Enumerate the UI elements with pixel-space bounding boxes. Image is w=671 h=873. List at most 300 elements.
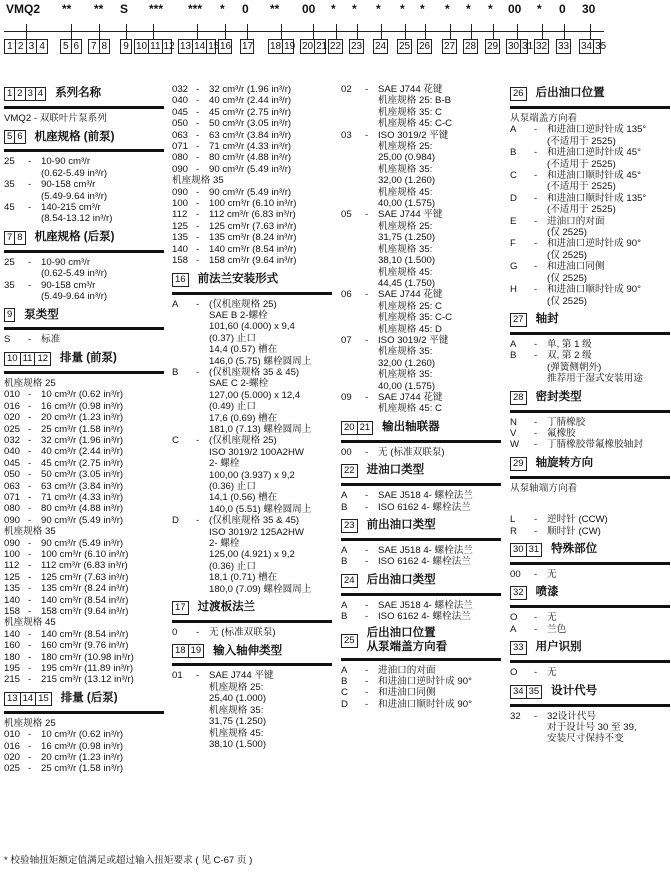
option-row — [510, 428, 670, 439]
option-code: 25 — [4, 256, 15, 268]
option-description: SAE J744 花键 机座规格 45: C — [378, 391, 443, 415]
dash: - — [28, 729, 32, 741]
dash: - — [28, 389, 32, 401]
option-row — [510, 612, 670, 623]
option-code: O — [510, 612, 518, 624]
option-row — [4, 515, 164, 526]
option-section — [510, 583, 670, 635]
option-description: 50 cm³/r (3.05 in³/r) — [209, 118, 292, 130]
option-row — [341, 676, 501, 687]
position-box — [240, 39, 254, 54]
option-description: ISO 6162 4- 螺栓法兰 — [378, 611, 471, 623]
option-section — [510, 454, 670, 537]
option-description: 90 cm³/r (5.49 in³/r) — [209, 186, 292, 198]
option-description: 和进油口逆时针成 90° (仅 2525) — [547, 238, 641, 261]
option-description: 63 cm³/r (3.84 in³/r) — [209, 129, 292, 141]
position-number-box — [510, 543, 542, 557]
option-code: 215 — [4, 674, 21, 686]
option-code: 112 — [4, 560, 20, 572]
option-code: 03 — [341, 129, 352, 141]
position-number: 24 — [375, 41, 387, 52]
section-rule — [4, 106, 164, 109]
position-number-box — [510, 87, 527, 101]
option-code: B — [172, 366, 179, 378]
option-row — [172, 255, 332, 266]
option-description: 90 cm³/r (5.49 in³/r) — [209, 163, 292, 175]
option-code: V — [510, 427, 517, 439]
dash: - — [196, 186, 200, 198]
dash: - — [365, 490, 369, 502]
dash: - — [28, 628, 32, 640]
position-number-box — [172, 273, 189, 287]
section-rule — [510, 106, 670, 109]
option-description: 90 cm³/r (5.49 in³/r) — [41, 514, 124, 526]
dash: - — [534, 170, 538, 182]
option-row — [172, 84, 332, 95]
position-box — [60, 39, 82, 54]
option-code: S — [4, 334, 11, 346]
section-title: 喷漆 — [535, 586, 559, 599]
option-code: 45 — [4, 202, 15, 214]
dash: - — [28, 651, 32, 663]
dash: - — [534, 525, 538, 537]
option-code: 05 — [341, 209, 352, 221]
option-row — [4, 179, 164, 202]
code-token: * — [488, 2, 493, 16]
dash: - — [28, 202, 32, 214]
option-description: 135 cm³/r (8.24 in³/r) — [209, 232, 297, 244]
dash: - — [365, 698, 369, 710]
plain-text: 从泵轴端方向看 — [510, 482, 578, 494]
option-row — [4, 583, 164, 594]
option-description: 32 cm³/r (1.96 in³/r) — [41, 434, 124, 446]
position-number: 35 — [528, 685, 540, 697]
position-box — [556, 39, 571, 54]
option-row — [4, 549, 164, 560]
dash: - — [196, 106, 200, 118]
option-description: 40 cm³/r (2.44 in³/r) — [41, 446, 124, 458]
dash: - — [534, 710, 538, 722]
position-number: 3 — [26, 88, 36, 100]
option-code: 063 — [172, 129, 189, 141]
option-row — [510, 526, 670, 537]
option-description: 和进油口顺时针成 135° (不适用于 2525) — [547, 192, 647, 216]
section-header — [4, 349, 164, 369]
option-row — [4, 663, 164, 674]
code-token: * — [352, 2, 357, 16]
dash: - — [28, 514, 32, 526]
option-row — [4, 741, 164, 752]
option-description: SAE J518 4- 螺栓法兰 — [378, 545, 473, 556]
position-number: 18 — [173, 645, 189, 657]
position-box — [300, 39, 326, 54]
position-number: 13 — [5, 693, 21, 705]
dash: - — [28, 156, 32, 168]
section-title: 设计代号 — [551, 684, 598, 697]
code-token: 30 — [582, 2, 596, 16]
option-description: 158 cm³/r (9.64 in³/r) — [209, 255, 297, 267]
option-section — [341, 461, 501, 513]
option-code: D — [172, 515, 179, 527]
dash: - — [196, 670, 200, 682]
position-number-box — [341, 519, 358, 533]
option-description: 标准 — [41, 334, 61, 346]
option-code: 00 — [341, 446, 352, 458]
option-description: 112 cm³/r (6.83 in³/r) — [41, 560, 128, 572]
dash: - — [365, 391, 369, 403]
option-description: 双, 第 2 级 (弹簧侧朝外) 推荐用于湿式安装用途 — [547, 350, 643, 385]
option-row — [172, 198, 332, 209]
option-description: 215 cm³/r (13.12 in³/r) — [41, 674, 134, 686]
section-header — [510, 540, 670, 560]
dash: - — [196, 118, 200, 130]
spacer — [510, 494, 670, 514]
section-rule — [510, 476, 670, 479]
model-code-row — [4, 2, 668, 20]
dash: - — [28, 663, 32, 675]
option-description: 50 cm³/r (3.05 in³/r) — [41, 469, 124, 481]
option-row — [4, 674, 164, 685]
option-code: 016 — [4, 740, 21, 752]
option-section — [172, 598, 332, 638]
position-number: 2 — [16, 40, 27, 53]
section-header — [341, 626, 501, 656]
code-token: *** — [188, 2, 203, 16]
position-number-box — [4, 130, 26, 144]
code-token: *** — [149, 2, 164, 16]
code-token: ** — [270, 2, 280, 16]
position-number-box — [341, 421, 373, 435]
option-description: 10 cm³/r (0.62 in³/r) — [41, 729, 124, 741]
code-token: * — [420, 2, 425, 16]
option-code: N — [510, 416, 517, 428]
code-token: 0 — [242, 2, 249, 16]
option-row — [341, 447, 501, 458]
option-row — [341, 502, 501, 513]
option-row — [341, 84, 501, 130]
section-header — [172, 598, 332, 618]
option-row — [172, 164, 332, 175]
dash: - — [28, 548, 32, 560]
option-row — [510, 284, 670, 307]
position-number: 26 — [419, 41, 431, 52]
position-number-box — [341, 574, 358, 588]
connector-baseline — [4, 31, 604, 32]
code-token: * — [445, 2, 450, 16]
option-description: 20 cm³/r (1.23 in³/r) — [41, 752, 124, 764]
dash: - — [365, 446, 369, 458]
option-row — [341, 699, 501, 710]
option-section — [510, 310, 670, 385]
option-row — [4, 389, 164, 400]
option-row — [4, 469, 164, 480]
position-number: 20 — [342, 422, 358, 434]
option-row — [341, 392, 501, 415]
option-description: 90-158 cm³/r (5.49-9.64 in³/r) — [41, 179, 108, 202]
position-box — [328, 39, 343, 54]
option-row — [172, 299, 332, 367]
option-row — [341, 687, 501, 698]
position-number-box — [4, 231, 26, 245]
dash: - — [534, 261, 538, 273]
section-header — [341, 571, 501, 591]
position-number: 19 — [284, 41, 296, 52]
position-number: 16 — [175, 273, 186, 285]
section-header — [4, 305, 164, 325]
option-row — [4, 729, 164, 740]
position-number-box — [510, 313, 527, 327]
dash: - — [365, 611, 369, 623]
position-box — [442, 39, 457, 54]
option-row — [4, 435, 164, 446]
option-description: 顺时针 (CW) — [547, 525, 601, 537]
option-description: 45 cm³/r (2.75 in³/r) — [41, 457, 124, 469]
option-row — [172, 141, 332, 152]
option-row — [4, 481, 164, 492]
option-description: 112 cm³/r (6.83 in³/r) — [209, 209, 296, 221]
section-header — [172, 270, 332, 290]
option-row — [510, 238, 670, 261]
position-box — [463, 39, 478, 54]
option-row — [4, 492, 164, 503]
footnote: * 校验轴扭矩额定值满足或超过输入扭矩要求 ( 见 C-67 页 ) — [4, 855, 253, 866]
section-header — [172, 641, 332, 661]
position-number-box — [341, 464, 358, 478]
option-code: A — [510, 623, 517, 635]
option-description: 兰色 — [547, 623, 567, 635]
option-code: 032 — [172, 84, 189, 95]
position-number: 35 — [595, 41, 607, 52]
option-row — [172, 367, 332, 435]
option-description: SAE J744 花键 机座规格 25: C 机座规格 35: C-C 机座规格 45: D — [378, 289, 453, 335]
section-title: 轴旋转方向 — [535, 456, 594, 469]
option-code: A — [510, 124, 517, 136]
dash: - — [28, 434, 32, 446]
option-row — [4, 652, 164, 663]
option-description: 32设计代号 对于设计号 30 至 39, 安装尺寸保持不变 — [547, 710, 637, 745]
option-description: 71 cm³/r (4.33 in³/r) — [41, 491, 124, 503]
option-row — [510, 170, 670, 193]
option-code: 195 — [4, 663, 21, 675]
position-number-box — [510, 586, 527, 600]
dash: - — [365, 556, 369, 568]
option-description: 40 cm³/r (2.44 in³/r) — [209, 95, 292, 107]
section-title: 密封类型 — [535, 390, 582, 403]
option-row — [172, 130, 332, 141]
column-1 — [4, 84, 164, 778]
position-number-box — [510, 391, 527, 405]
option-section — [4, 689, 164, 775]
dash: - — [196, 209, 200, 221]
position-number: 29 — [487, 41, 499, 52]
code-token: * — [220, 2, 225, 16]
option-row — [4, 412, 164, 423]
section-title: 后出油口位置 从泵端盖方向看 — [366, 626, 448, 653]
option-row — [510, 193, 670, 216]
option-code: A — [341, 545, 348, 556]
option-row — [341, 556, 501, 567]
position-number-box — [172, 601, 189, 615]
dash: - — [28, 583, 32, 595]
code-token: 00 — [302, 2, 316, 16]
section-rule — [510, 605, 670, 608]
option-section — [341, 571, 501, 623]
option-description: 80 cm³/r (4.88 in³/r) — [209, 152, 292, 164]
code-token: * — [537, 2, 542, 16]
dash: - — [28, 674, 32, 686]
column-2 — [172, 84, 332, 753]
section-header — [510, 310, 670, 330]
dash: - — [28, 446, 32, 458]
dash: - — [196, 163, 200, 175]
position-number: 29 — [513, 457, 524, 469]
position-number: 10 — [5, 353, 21, 365]
position-number: 6 — [73, 41, 80, 52]
option-row — [510, 124, 670, 147]
option-description: 氟橡胶 — [547, 427, 576, 439]
option-code: 020 — [4, 412, 21, 424]
position-number-box — [4, 87, 46, 101]
position-box — [4, 39, 48, 54]
option-code: 090 — [172, 186, 189, 198]
option-description: 进油口的对面 (仅 2525) — [547, 215, 605, 239]
code-token: * — [400, 2, 405, 16]
option-description: 10 cm³/r (0.62 in³/r) — [41, 389, 124, 401]
option-row — [172, 232, 332, 243]
code-token: * — [331, 2, 336, 16]
section-header — [341, 516, 501, 536]
dash: - — [534, 427, 538, 439]
option-code: G — [510, 261, 518, 273]
position-number: 30 — [508, 41, 520, 52]
dash: - — [196, 515, 200, 527]
option-row — [172, 435, 332, 515]
option-row — [510, 147, 670, 170]
position-box — [534, 39, 549, 54]
option-section — [341, 516, 501, 568]
dash: - — [196, 152, 200, 164]
option-section — [510, 84, 670, 307]
option-row — [4, 424, 164, 435]
option-description: 135 cm³/r (8.24 in³/r) — [41, 583, 129, 595]
position-box — [485, 39, 500, 54]
position-number: 22 — [330, 41, 342, 52]
section-title: 特殊部位 — [551, 543, 598, 556]
option-code: 063 — [4, 480, 21, 492]
dash: - — [534, 612, 538, 624]
option-description: 16 cm³/r (0.98 in³/r) — [41, 400, 124, 412]
position-number: 32 — [513, 587, 524, 599]
option-description: 140 cm³/r (8.54 in³/r) — [209, 243, 297, 255]
section-rule — [341, 593, 501, 596]
option-row — [510, 711, 670, 745]
plain-text: 从泵端盖方向看 — [510, 113, 578, 124]
option-description: 单, 第 1 级 — [547, 338, 592, 350]
option-code: H — [510, 284, 517, 296]
position-number: 14 — [21, 693, 37, 705]
section-rule — [510, 332, 670, 335]
dash: - — [365, 501, 369, 513]
option-description: 和进油口逆时针成 135° (不适用于 2525) — [547, 124, 647, 147]
option-row — [510, 439, 670, 450]
option-row — [4, 595, 164, 606]
position-number: 21 — [359, 421, 371, 433]
option-code: A — [341, 490, 348, 502]
section-title: 前出油口类型 — [366, 519, 436, 532]
section-rule — [172, 292, 332, 295]
position-number: 24 — [344, 574, 355, 586]
code-token: * — [466, 2, 471, 16]
option-description: 160 cm³/r (9.76 in³/r) — [41, 640, 129, 652]
position-number: 1 — [5, 88, 15, 100]
option-code: 0 — [172, 627, 178, 639]
option-code: 010 — [4, 389, 21, 401]
option-description: SAE J518 4- 螺栓法兰 — [378, 599, 473, 611]
option-code: C — [172, 435, 179, 447]
option-code: 125 — [172, 220, 189, 232]
option-section — [4, 305, 164, 345]
section-title: 机座规格 (前泵) — [34, 130, 115, 143]
dash: - — [365, 676, 369, 688]
dash: - — [196, 255, 200, 267]
section-title: 过渡板法兰 — [197, 601, 256, 614]
option-code: 010 — [4, 729, 21, 741]
option-code: C — [510, 170, 517, 182]
option-row — [172, 107, 332, 118]
position-box — [579, 39, 607, 54]
option-section — [341, 84, 501, 415]
option-description: 和进油口顺时针成 90° (仅 2525) — [547, 284, 641, 307]
option-description: 16 cm³/r (0.98 in³/r) — [41, 740, 124, 752]
frame-size-label: 机座规格 35 — [4, 526, 56, 538]
section-rule — [510, 410, 670, 413]
dash: - — [28, 334, 32, 346]
section-title: 后出油口位置 — [535, 87, 605, 100]
option-description: (仅机座规格 25) ISO 3019/2 100A2HW 2- 螺栓 100,00 (3.937) x 9,2 (0.36) 止口 14,1 (0.56) 槽在 140,0 (5.51) 螺栓圆周上 — [209, 435, 312, 515]
option-description: 丁腈橡胶 — [547, 416, 586, 428]
option-section — [172, 641, 332, 750]
option-row — [172, 515, 332, 595]
option-code: A — [510, 338, 517, 350]
section-header — [510, 682, 670, 702]
option-row — [341, 490, 501, 501]
option-section — [4, 349, 164, 686]
code-token: 0 — [559, 2, 566, 16]
option-description: 和进油口同侧 — [378, 687, 436, 699]
dash: - — [28, 752, 32, 764]
option-code: 090 — [4, 537, 21, 549]
position-number: 8 — [17, 231, 23, 243]
option-code: A — [341, 599, 348, 611]
section-title: 排量 (后泵) — [60, 691, 118, 704]
dash: - — [28, 279, 32, 291]
option-description: 和进油口同侧 (仅 2525) — [547, 261, 605, 284]
dash: - — [534, 284, 538, 296]
position-box — [349, 39, 364, 54]
position-number: 33 — [558, 41, 570, 52]
position-number-box — [172, 644, 204, 658]
option-section — [172, 270, 332, 596]
position-box — [397, 39, 412, 54]
position-number: 3 — [27, 40, 38, 53]
option-code: B — [341, 556, 348, 568]
section-rule — [4, 250, 164, 253]
position-number: 31 — [522, 41, 534, 52]
option-code: 025 — [4, 763, 21, 775]
position-number: 23 — [344, 520, 355, 531]
option-code: 025 — [4, 423, 21, 435]
option-code: B — [341, 611, 348, 623]
